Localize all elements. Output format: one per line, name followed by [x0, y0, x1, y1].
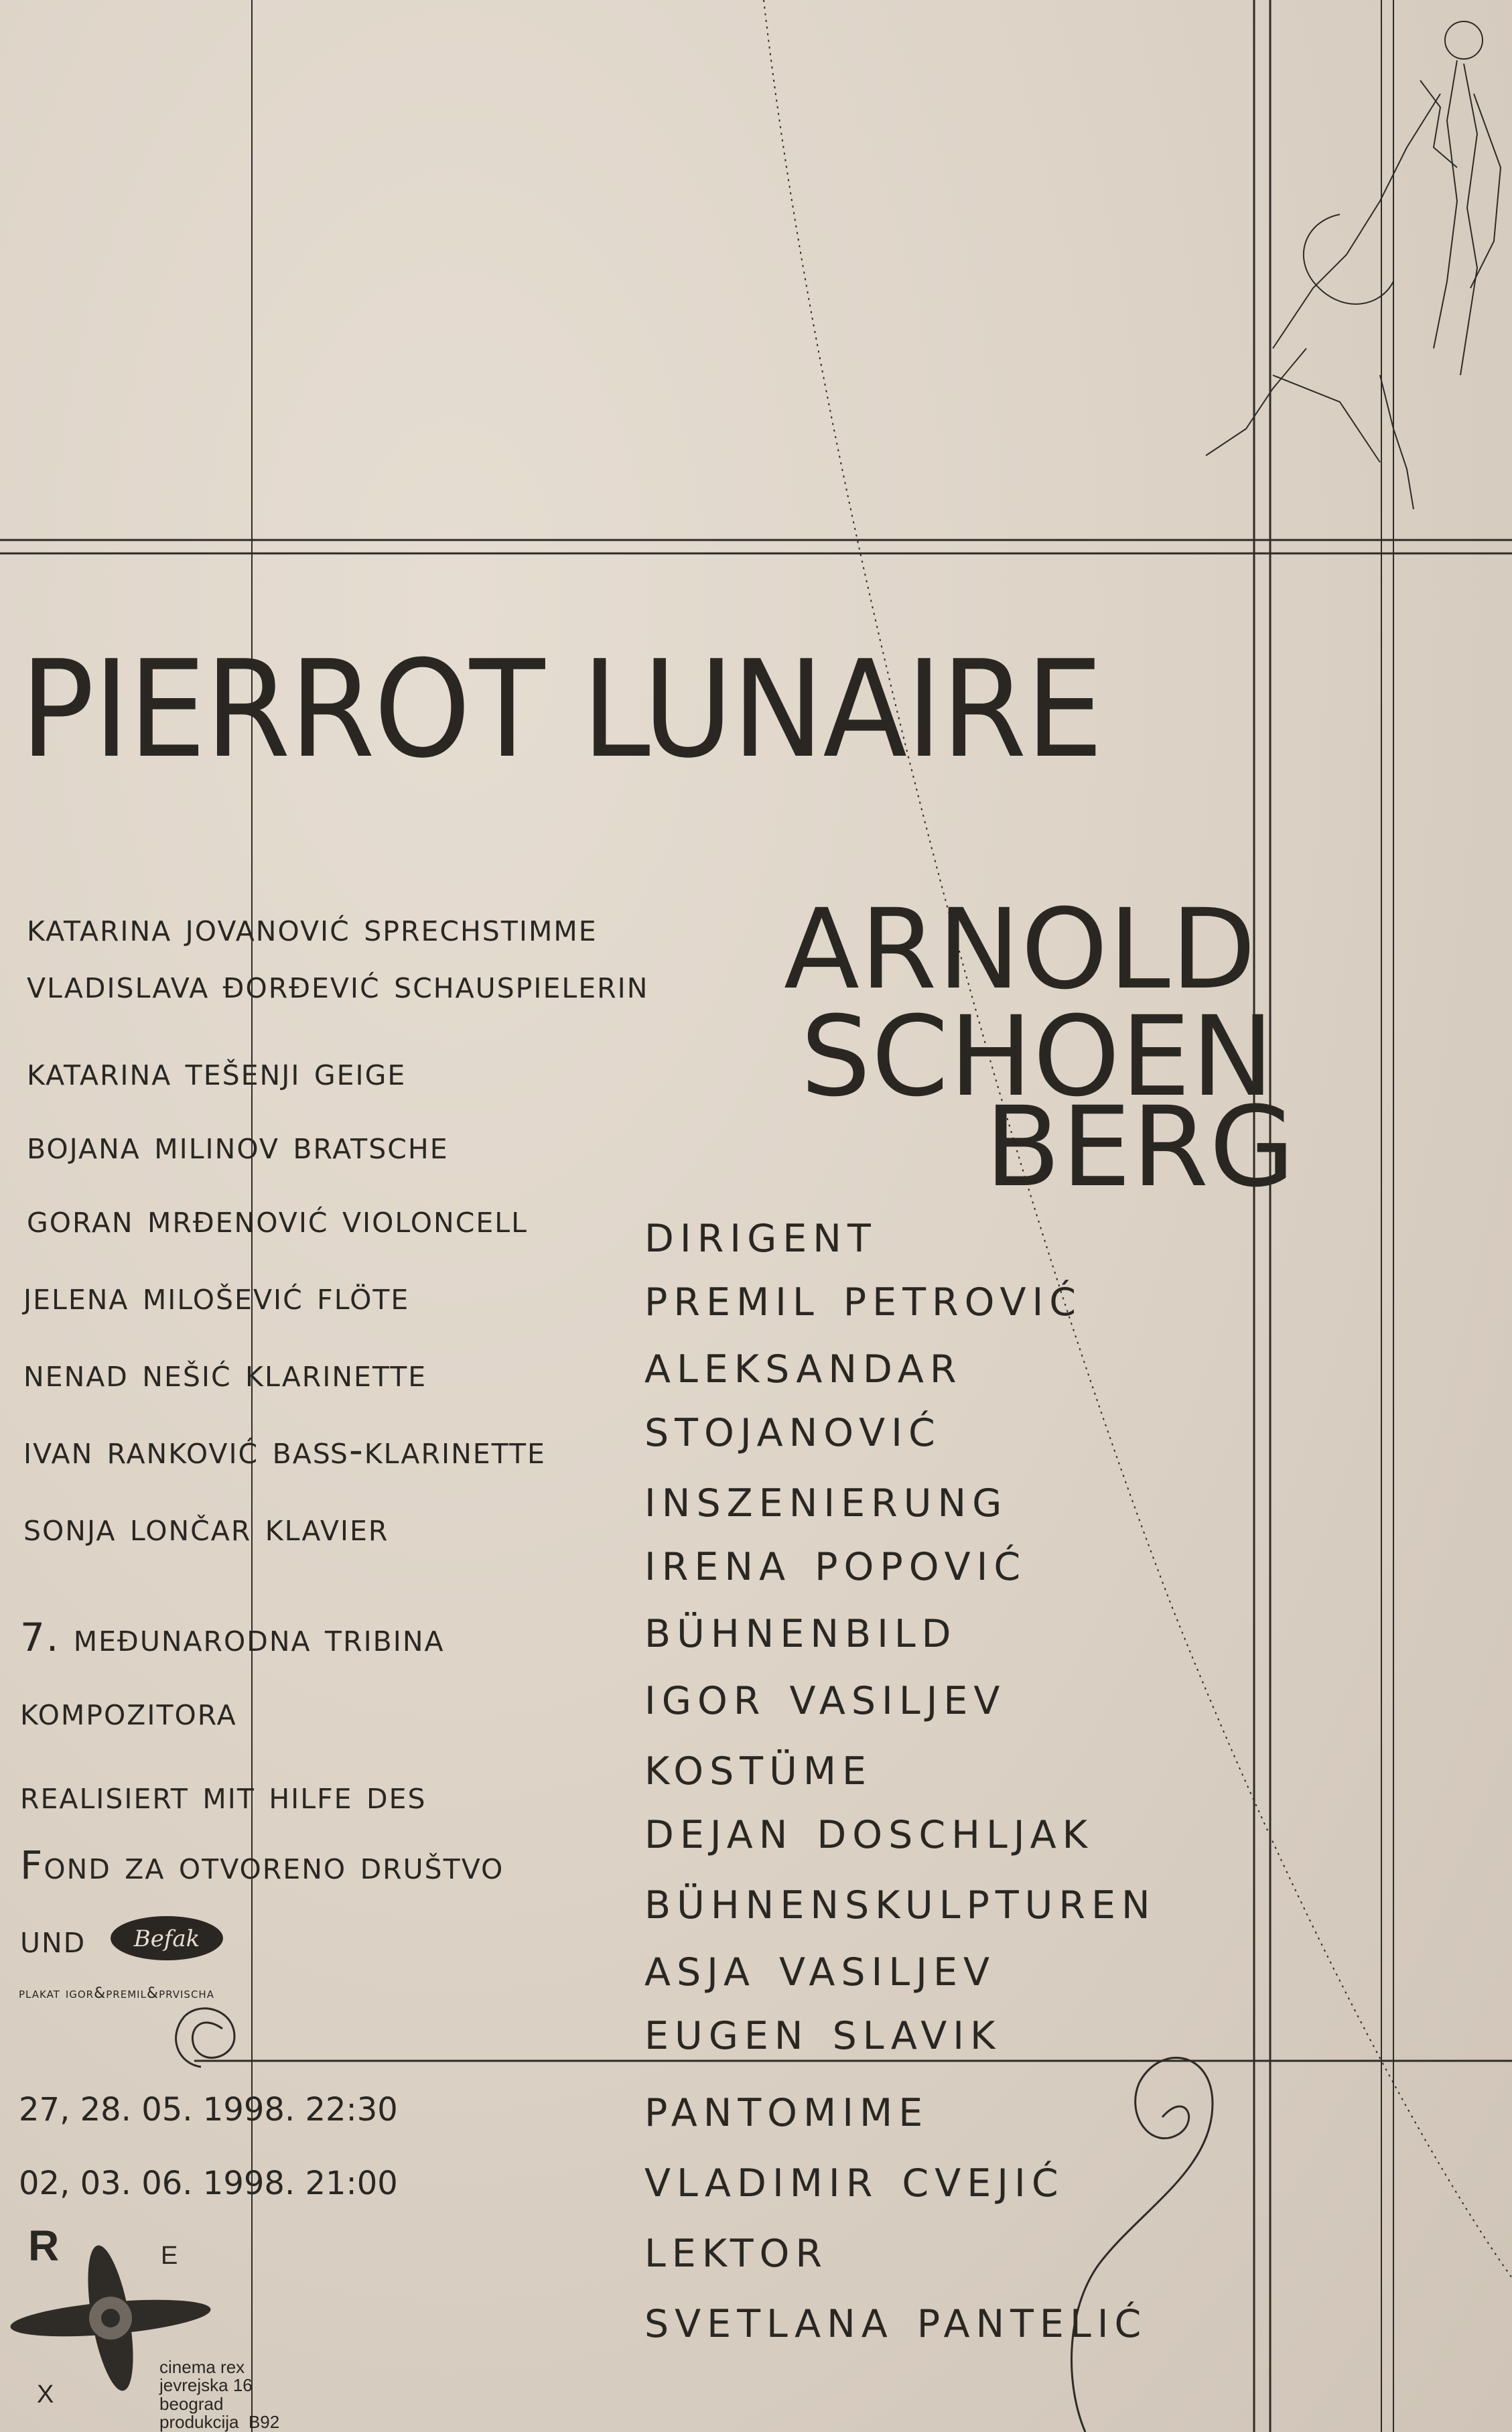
- crew-name: svetlana pantelić: [644, 2287, 1148, 2350]
- crew-name: aleksandar: [644, 1332, 963, 1396]
- crew-name: asja vasiljev: [644, 1935, 995, 1999]
- composer-line-1: ARNOLD: [784, 885, 1257, 1014]
- crew-role: lektor: [644, 2216, 829, 2280]
- rex-letter-r: R: [28, 2222, 60, 2270]
- crew-name: dejan doschljak: [644, 1798, 1093, 1861]
- crew-role: bühnenskulpturen: [644, 1868, 1156, 1932]
- poster-credit: plakat igor&premil&prvischa: [19, 1985, 214, 2002]
- cast-member: katarina jovanović sprechstimme: [27, 904, 598, 950]
- date-line-1: 27, 28. 05. 1998. 22:30: [19, 2091, 398, 2129]
- cast-member: katarina tešenji geige: [27, 1049, 407, 1094]
- rex-letter-x: X: [37, 2380, 54, 2409]
- crew-role: kostüme: [644, 1734, 873, 1798]
- cast-member: nenad nešić klarinette: [23, 1350, 427, 1396]
- crew-name: eugen slavik: [644, 1999, 1002, 2062]
- date-line-2: 02, 03. 06. 1998. 21:00: [19, 2165, 398, 2202]
- crew-name: igor vasiljev: [644, 1664, 1006, 1727]
- venue-address: cinema rex jevrejska 16 beograd produkcija B92: [159, 2357, 280, 2432]
- sponsor-logo: [111, 1916, 223, 1960]
- poster-title: PIERROT LUNAIRE: [20, 632, 1103, 788]
- cast-member: ivan ranković baß-klarinette: [23, 1427, 546, 1473]
- rex-letter-e: E: [161, 2242, 178, 2270]
- composer-line-2: SCHOEN: [801, 992, 1275, 1121]
- support-line-2: Fond za otvoreno društvo: [20, 1842, 504, 1888]
- crew-role: bühnenbild: [644, 1597, 957, 1660]
- crew-role: pantomime: [644, 2076, 929, 2139]
- festival-line-2: kompozitora: [20, 1688, 237, 1734]
- cast-member: bojana milinov bratsche: [27, 1122, 449, 1168]
- cast-member: vladislava đorđević schauspielerin: [27, 961, 649, 1007]
- crew-name: irena popović: [644, 1530, 1027, 1593]
- sponsor-logo-text: Befak: [133, 1926, 200, 1952]
- cast-member: jelena milošević flöte: [23, 1273, 410, 1319]
- cast-member: goran mrđenović violoncell: [27, 1196, 528, 1241]
- cast-member: sonja lončar klavier: [23, 1504, 389, 1550]
- crew-role: inszenierung: [644, 1466, 1008, 1530]
- crew-role: dirigent: [644, 1201, 877, 1265]
- crew-name: premil petrović: [644, 1265, 1083, 1329]
- support-line-3: und: [20, 1916, 86, 1962]
- composer-line-3: BERG: [985, 1083, 1296, 1211]
- support-line-1: realisiert mit hilfe des: [20, 1772, 427, 1818]
- crew-name: stojanović: [644, 1396, 941, 1459]
- crew-name: vladimir cvejić: [644, 2146, 1064, 2210]
- festival-line-1: 7. međunarodna tribina: [20, 1615, 445, 1660]
